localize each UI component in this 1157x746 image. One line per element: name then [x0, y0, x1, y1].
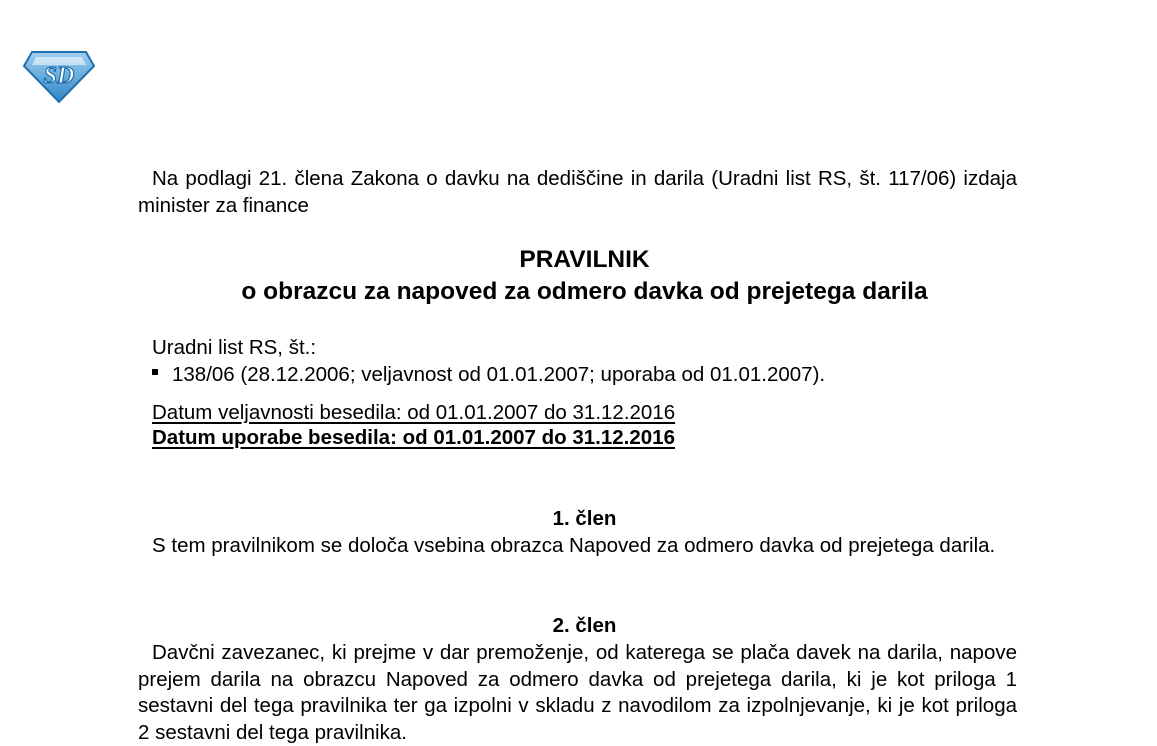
gazette-entry — [152, 362, 825, 389]
sd-logo-icon — [22, 48, 96, 104]
article-2-heading: 2. člen — [552, 614, 617, 637]
usage-date: Datum uporabe besedila: od 01.01.2007 do 31.12.2016 — [152, 426, 675, 449]
validity-block — [152, 400, 675, 450]
article-2-text: Davčni zavezanec, ki prejme v dar premoženje, od katerega se plača davek na darila, napove prejem darila na obrazcu Napoved za odmero davka od prejetega darila, ki je kot priloga 1 sestavni del tega pravilnika ter ga izpolni v skladu z navodilom za izpolnjevanje, ki je kot priloga 2 sestavni del tega pravilnika. — [138, 641, 1017, 744]
gazette-label: Uradni list RS, št.: — [152, 336, 317, 359]
validity-date: Datum veljavnosti besedila: od 01.01.2007 do 31.12.2016 — [152, 401, 676, 424]
document-subtitle: o obrazcu za napoved za odmero davka od prejetega darila — [241, 278, 928, 305]
document-title: PRAVILNIK — [519, 246, 650, 273]
gazette-entry-text: 138/06 (28.12.2006; veljavnost od 01.01.2007; uporaba od 01.01.2007). — [172, 362, 826, 386]
article-1-text: S tem pravilnikom se določa vsebina obrazca Napoved za odmero davka od prejetega darila. — [152, 534, 996, 557]
logo-mark-text: SD — [43, 63, 75, 89]
article-1-heading: 1. člen — [552, 507, 617, 530]
preamble-paragraph: Na podlagi 21. člena Zakona o davku na dediščine in darila (Uradni list RS, št. 117/06) izdaja minister za finance — [138, 167, 1017, 217]
bullet-icon — [152, 369, 158, 375]
gazette-block — [152, 335, 825, 388]
